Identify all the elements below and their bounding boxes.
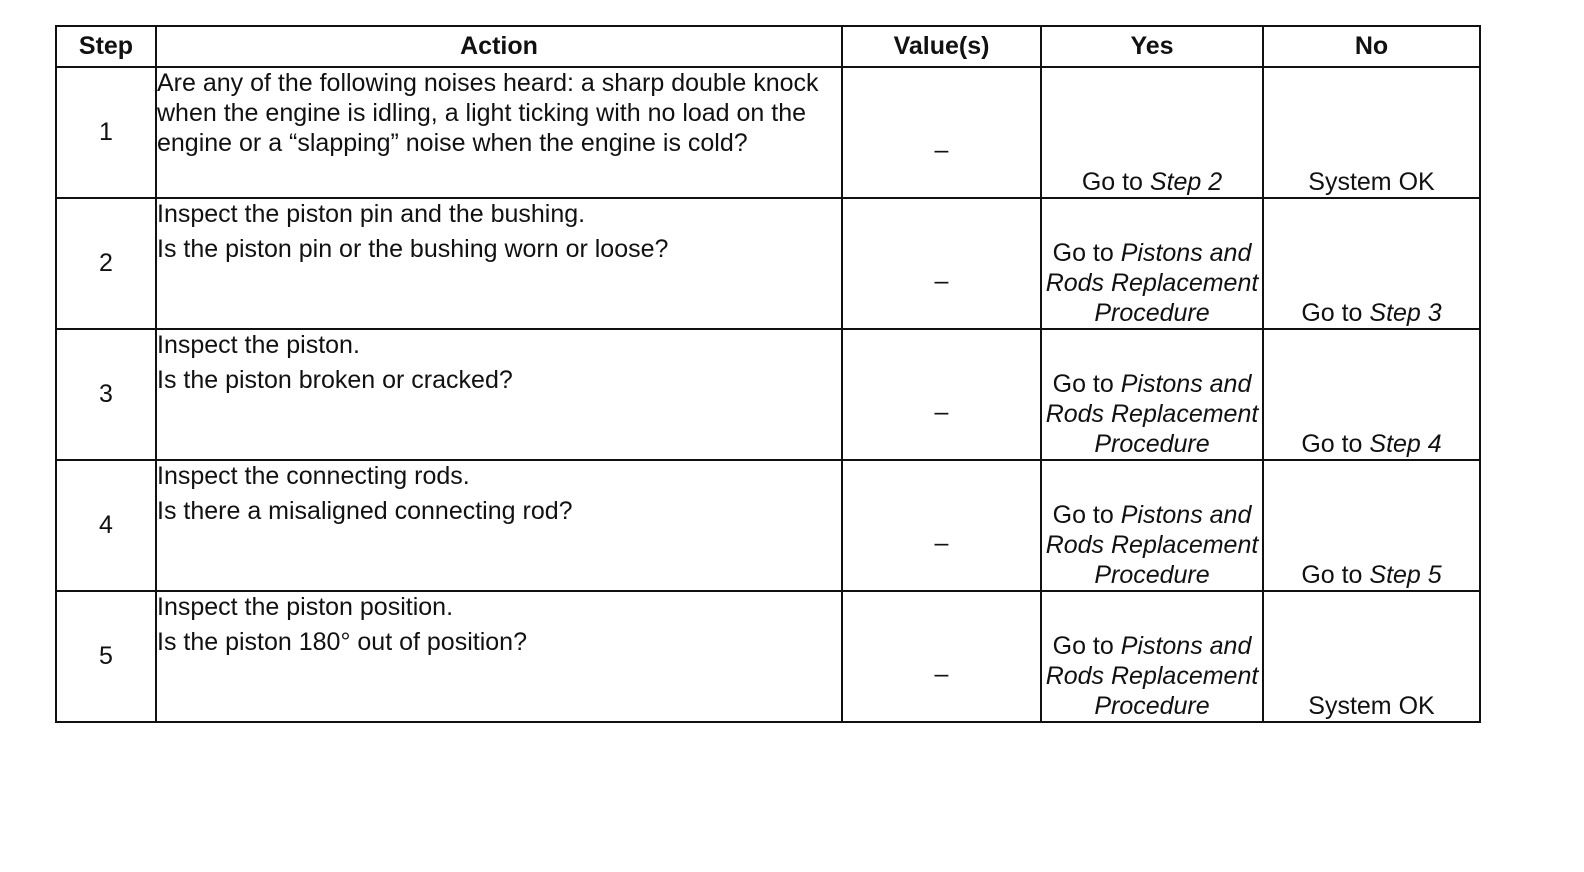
value-cell <box>842 460 1041 591</box>
no-cell <box>1263 591 1480 722</box>
yes-procedure-ref: Pistons and Rods Replacement Procedure <box>1045 370 1259 458</box>
yes-prefix: Go to <box>1052 501 1121 529</box>
action-cell <box>156 198 842 329</box>
header-action: Action <box>156 26 842 67</box>
value-dash: – <box>934 267 949 295</box>
table-row <box>56 329 1480 460</box>
value-dash: – <box>934 660 949 688</box>
action-question: Is there a misaligned connecting rod? <box>157 497 573 525</box>
action-instruction: Inspect the piston. <box>157 331 360 359</box>
value-cell <box>842 67 1041 198</box>
table-row <box>56 591 1480 722</box>
no-prefix: Go to <box>1301 299 1370 327</box>
no-cell <box>1263 460 1480 591</box>
table-row <box>56 67 1480 198</box>
no-cell <box>1263 198 1480 329</box>
no-step-ref: Step 5 <box>1369 561 1442 589</box>
yes-step-ref: Step 2 <box>1149 168 1223 196</box>
value-dash: – <box>934 529 949 557</box>
yes-procedure-ref: Pistons and Rods Replacement Procedure <box>1045 632 1259 720</box>
no-prefix: Go to <box>1301 430 1370 458</box>
action-cell <box>156 67 842 198</box>
no-step-ref: Step 3 <box>1369 299 1442 327</box>
header-yes: Yes <box>1041 26 1263 67</box>
action-instruction: Inspect the connecting rods. <box>157 462 470 490</box>
no-result: System OK <box>1308 692 1435 720</box>
value-dash: – <box>934 398 949 426</box>
step-number: 1 <box>56 67 156 198</box>
yes-cell <box>1041 67 1263 198</box>
action-instruction: Inspect the piston position. <box>157 593 454 621</box>
table-row <box>56 460 1480 591</box>
action-instruction: Inspect the piston pin and the bushing. <box>157 200 586 228</box>
no-step-ref: Step 4 <box>1369 430 1442 458</box>
yes-procedure-ref: Pistons and Rods Replacement Procedure <box>1045 239 1259 327</box>
step-number: 3 <box>56 329 156 460</box>
value-cell <box>842 329 1041 460</box>
value-cell <box>842 591 1041 722</box>
header-row <box>56 26 1480 67</box>
action-question: Is the piston 180° out of position? <box>157 628 527 656</box>
no-prefix: Go to <box>1301 561 1370 589</box>
step-number: 5 <box>56 591 156 722</box>
header-values: Value(s) <box>842 26 1041 67</box>
yes-cell <box>1041 198 1263 329</box>
value-dash: – <box>934 136 949 164</box>
no-result: System OK <box>1308 168 1435 196</box>
table-row <box>56 198 1480 329</box>
action-question: Is the piston pin or the bushing worn or loose? <box>157 235 669 263</box>
step-number: 4 <box>56 460 156 591</box>
action-question: Is the piston broken or cracked? <box>157 366 513 394</box>
header-no: No <box>1263 26 1480 67</box>
no-cell <box>1263 329 1480 460</box>
action-cell <box>156 460 842 591</box>
value-cell <box>842 198 1041 329</box>
action-text: Are any of the following noises heard: a sharp double knock when the engine is idling, a light ticking with no load on the engine or a “slapping” noise when the engine is cold? <box>157 69 819 157</box>
yes-cell <box>1041 329 1263 460</box>
yes-prefix: Go to <box>1081 168 1150 196</box>
step-number: 2 <box>56 198 156 329</box>
action-cell <box>156 329 842 460</box>
diagnostic-table <box>55 25 1481 723</box>
no-cell <box>1263 67 1480 198</box>
yes-procedure-ref: Pistons and Rods Replacement Procedure <box>1045 501 1259 589</box>
yes-prefix: Go to <box>1052 370 1121 398</box>
yes-prefix: Go to <box>1052 632 1121 660</box>
yes-cell <box>1041 591 1263 722</box>
header-step: Step <box>56 26 156 67</box>
action-cell <box>156 591 842 722</box>
yes-prefix: Go to <box>1052 239 1121 267</box>
yes-cell <box>1041 460 1263 591</box>
